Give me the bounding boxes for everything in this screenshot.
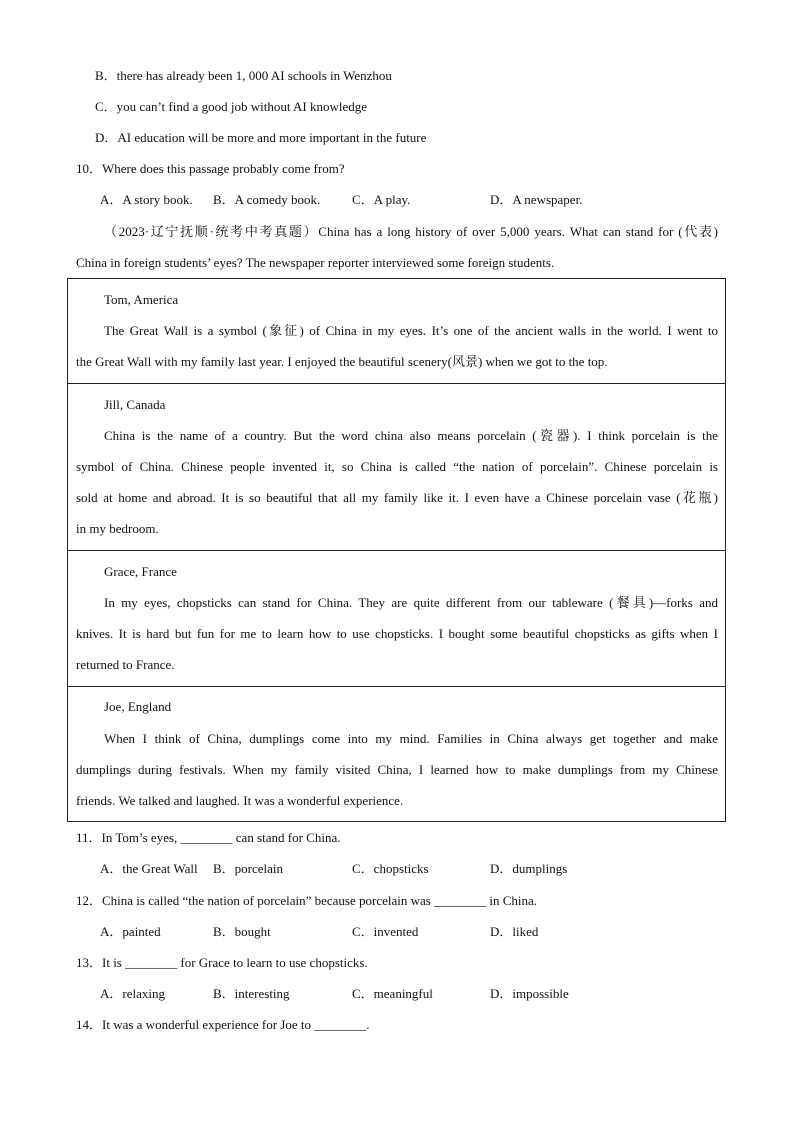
q11-option-c: C．chopsticks: [352, 861, 429, 876]
passage-author-joe: Joe, England: [104, 699, 172, 714]
q10-option-b: B．A comedy book.: [213, 192, 321, 207]
passage-line: the Great Wall with my family last year. I enjoyed the beautiful scenery(风景) when we got to the top.: [76, 354, 608, 369]
q13-option-c: C．meaningful: [352, 986, 433, 1001]
q10-stem: 10．Where does this passage probably come from?: [76, 161, 345, 176]
passage-line: The Great Wall is a symbol (象征) of China in my eyes. It’s one of the ancient walls in the world. I went to: [104, 323, 718, 338]
passage-line: dumplings during festivals. When my family visited China, I learned how to make dumplings from my Chinese: [76, 762, 718, 777]
passage-line: China is the name of a country. But the word china also means porcelain (瓷器). I think porcelain is the: [104, 428, 718, 443]
q13-stem: 13．It is ________ for Grace to learn to use chopsticks.: [76, 955, 368, 970]
q10-option-a: A．A story book.: [100, 192, 193, 207]
q14-stem: 14．It was a wonderful experience for Joe to ________.: [76, 1017, 370, 1032]
q9-option-b: B．there has already been 1, 000 AI schools in Wenzhou: [95, 68, 392, 83]
table-divider: [67, 550, 726, 551]
q11-option-b: B．porcelain: [213, 861, 284, 876]
q11-stem: 11．In Tom’s eyes, ________ can stand for China.: [76, 830, 341, 845]
passage-line: When I think of China, dumplings come into my mind. Families in China always get together and make: [104, 731, 718, 746]
passage-line: symbol of China. Chinese people invented it, so China is called “the nation of porcelain”. Chinese porcelain is: [76, 459, 718, 474]
q11-option-d: D．dumplings: [490, 861, 568, 876]
q12-option-a: A．painted: [100, 924, 161, 939]
passage-line: returned to France.: [76, 657, 175, 672]
q13-option-b: B．interesting: [213, 986, 290, 1001]
passage-author-jill: Jill, Canada: [104, 397, 166, 412]
table-divider: [67, 686, 726, 687]
q12-option-b: B．bought: [213, 924, 271, 939]
table-divider: [67, 383, 726, 384]
intro-line-1: （2023·辽宁抚顺·统考中考真题）China has a long history of over 5,000 years. What can stand for (代表): [104, 224, 718, 239]
q9-option-d: D．AI education will be more and more important in the future: [95, 130, 427, 145]
passage-line: knives. It is hard but fun for me to learn how to use chopsticks. I bought some beautiful chopsticks as gifts when I: [76, 626, 718, 641]
passage-line: sold at home and abroad. It is so beautiful that all my family like it. I even have a Chinese porcelain vase (花瓶): [76, 490, 718, 505]
passage-line: friends. We talked and laughed. It was a wonderful experience.: [76, 793, 404, 808]
passage-line: In my eyes, chopsticks can stand for China. They are quite different from our tableware (餐具)—forks and: [104, 595, 719, 610]
passage-author-grace: Grace, France: [104, 564, 177, 579]
q10-option-c: C．A play.: [352, 192, 411, 207]
q13-option-a: A．relaxing: [100, 986, 165, 1001]
q10-option-d: D．A newspaper.: [490, 192, 583, 207]
q12-stem: 12．China is called “the nation of porcelain” because porcelain was ________ in China.: [76, 893, 537, 908]
q11-option-a: A．the Great Wall: [100, 861, 198, 876]
q12-option-d: D．liked: [490, 924, 539, 939]
intro-line-2: China in foreign students’ eyes? The newspaper reporter interviewed some foreign students.: [76, 255, 555, 270]
q12-option-c: C．invented: [352, 924, 419, 939]
q9-option-c: C．you can’t find a good job without AI knowledge: [95, 99, 368, 114]
passage-line: in my bedroom.: [76, 521, 159, 536]
passage-author-tom: Tom, America: [104, 292, 179, 307]
q13-option-d: D．impossible: [490, 986, 569, 1001]
